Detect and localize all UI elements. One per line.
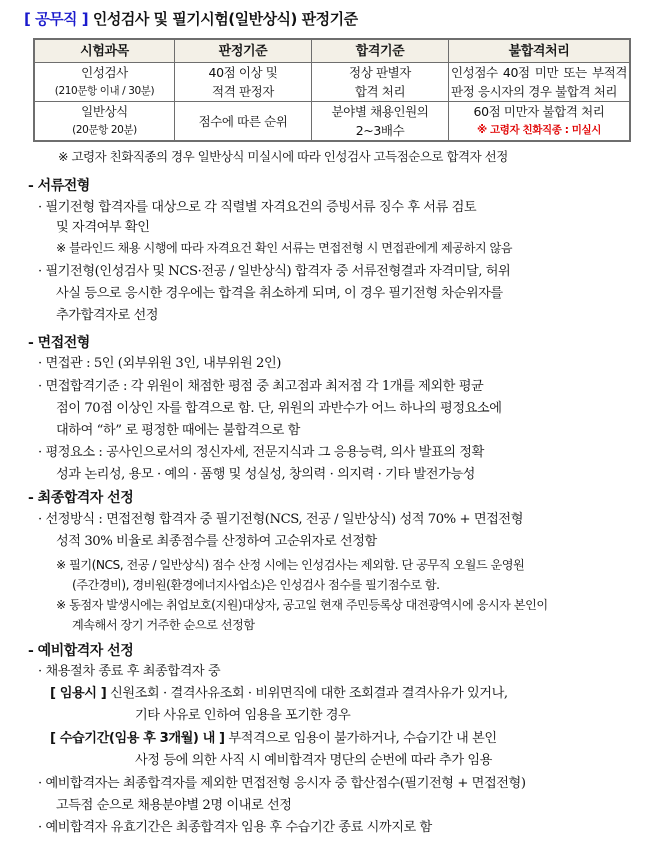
table-note: ※ 고령자 친화직종의 경우 일반상식 미실시에 따라 인성검사 고득점순으로 합격자 선정 — [58, 149, 508, 164]
condition-probation — [50, 729, 497, 749]
list-item-cont: 점이 70점 이상인 자를 합격으로 함. 단, 위원의 과반수가 어느 하나의 평정요소에 — [56, 401, 502, 416]
pass-line: 합격 처리 — [354, 84, 406, 99]
cell-pass — [312, 63, 449, 102]
fail-line: 60점 미만자 불합격 처리 — [473, 104, 605, 119]
list-item: · 선정방식 : 면접전형 합격자 중 필기전형(NCS, 전공 / 일반상식) 성적 70% + 면접전형 — [38, 512, 524, 527]
cell-fail — [449, 63, 631, 102]
header-fail: 불합격처리 — [449, 39, 631, 63]
criteria-line: 40점 이상 및 — [208, 65, 278, 80]
subject-note: (20문항 20분) — [72, 124, 137, 136]
section-heading-interview: - 면접전형 — [28, 335, 90, 351]
table-row — [34, 102, 630, 142]
header-pass: 합격기준 — [312, 39, 449, 63]
criteria-line: 적격 판정자 — [212, 84, 274, 99]
cell-criteria: 점수에 따른 순위 — [175, 102, 312, 142]
cell-pass — [312, 102, 449, 142]
list-item-cont: 성적 30% 비율로 최종점수를 산정하여 고순위자로 선정함 — [56, 534, 377, 549]
fail-line: 판정 응시자의 경우 불합격 처리 — [451, 84, 618, 99]
fail-line: 인성점수 40점 미만 또는 부적격 — [451, 65, 627, 80]
subject-name: 일반상식 — [81, 104, 128, 119]
note: ※ 동점자 발생시에는 취업보호(지원)대상자, 공고일 현재 주민등록상 대전광역시에 응시자 본인이 — [56, 598, 548, 612]
note-cont: (주간경비), 경비원(환경에너지사업소)은 인성검사 점수를 필기점수로 함. — [72, 578, 440, 592]
condition-text: 부적격으로 임용이 불가하거나, 수습기간 내 본인 — [228, 731, 497, 746]
list-item: · 채용절차 종료 후 최종합격자 중 — [38, 664, 221, 679]
cell-subject — [34, 102, 175, 142]
criteria-table — [33, 38, 631, 142]
condition-tag: [ 수습기간(임용 후 3개월) 내 ] — [50, 731, 225, 746]
note: ※ 필기(NCS, 전공 / 일반상식) 점수 산정 시에는 인성검사는 제외함. 단 공무직 오월드 운영원 — [56, 558, 525, 572]
pass-line: 정상 판별자 — [349, 65, 411, 80]
condition-cont: 기타 사유로 인하여 임용을 포기한 경우 — [135, 708, 351, 723]
condition-cont: 사정 등에 의한 사직 시 예비합격자 명단의 순번에 따라 추가 임용 — [135, 753, 492, 768]
list-item: · 예비합격자는 최종합격자를 제외한 면접전형 응시자 중 합산점수(필기전형 + 면접전형) — [38, 776, 526, 791]
cell-subject — [34, 63, 175, 102]
section-heading-document: - 서류전형 — [28, 178, 90, 194]
note: ※ 블라인드 채용 시행에 따라 자격요건 확인 서류는 면접전형 시 면접관에게 제공하지 않음 — [56, 241, 513, 255]
table-row — [34, 63, 630, 102]
list-item-cont: 및 자격여부 확인 — [56, 220, 150, 235]
title-tag: [ 공무직 ] — [24, 10, 89, 28]
list-item: · 필기전형 합격자를 대상으로 각 직렬별 자격요건의 증빙서류 징수 후 서류 검토 — [38, 200, 477, 215]
section-heading-final: - 최종합격자 선정 — [28, 490, 134, 506]
list-item-cont: 사실 등으로 응시한 경우에는 합격을 취소하게 되며, 이 경우 필기전형 차순위자를 — [56, 286, 503, 301]
section-heading-reserve: - 예비합격자 선정 — [28, 643, 134, 659]
pass-line: 분야별 채용인원의 — [331, 104, 429, 119]
title-text: 인성검사 및 필기시험(일반상식) 판정기준 — [92, 10, 358, 28]
subject-note: (210문항 이내 / 30분) — [54, 85, 155, 97]
condition-tag: [ 임용시 ] — [50, 686, 107, 701]
list-item: · 예비합격자 유효기간은 최종합격자 임용 후 수습기간 종료 시까지로 함 — [38, 820, 432, 835]
page-title — [24, 8, 358, 29]
list-item-cont: 대하여 “하” 로 평정한 때에는 불합격으로 함 — [56, 423, 300, 438]
subject-name: 인성검사 — [81, 65, 128, 80]
pass-line: 2~3배수 — [355, 123, 405, 138]
cell-fail — [449, 102, 631, 142]
list-item: · 면접합격기준 : 각 위원이 채점한 평점 중 최고점과 최저점 각 1개를 제외한 평균 — [38, 379, 484, 394]
list-item-cont: 성과 논리성, 용모 · 예의 · 품행 및 성실성, 창의력 · 의지력 · 기타 발전가능성 — [56, 467, 475, 482]
list-item: · 면접관 : 5인 (외부위원 3인, 내부위원 2인) — [38, 356, 281, 371]
condition-text: 신원조회 · 결격사유조회 · 비위면직에 대한 조회결과 결격사유가 있거나, — [110, 686, 508, 701]
cell-criteria — [175, 63, 312, 102]
list-item-cont: 추가합격자로 선정 — [56, 308, 159, 323]
elderly-note: ※ 고령자 친화직종 : 미실시 — [476, 124, 602, 136]
header-subject: 시험과목 — [34, 39, 175, 63]
header-criteria: 판정기준 — [175, 39, 312, 63]
table-header-row — [34, 39, 630, 63]
list-item-cont: 고득점 순으로 채용분야별 2명 이내로 선정 — [56, 798, 292, 813]
condition-appointment — [50, 684, 508, 704]
note-cont: 계속해서 장기 거주한 순으로 선정함 — [72, 618, 255, 632]
list-item: · 필기전형(인성검사 및 NCS·전공 / 일반상식) 합격자 중 서류전형결과 자격미달, 허위 — [38, 264, 511, 279]
list-item: · 평정요소 : 공사인으로서의 정신자세, 전문지식과 그 응용능력, 의사 발표의 정확 — [38, 445, 484, 460]
